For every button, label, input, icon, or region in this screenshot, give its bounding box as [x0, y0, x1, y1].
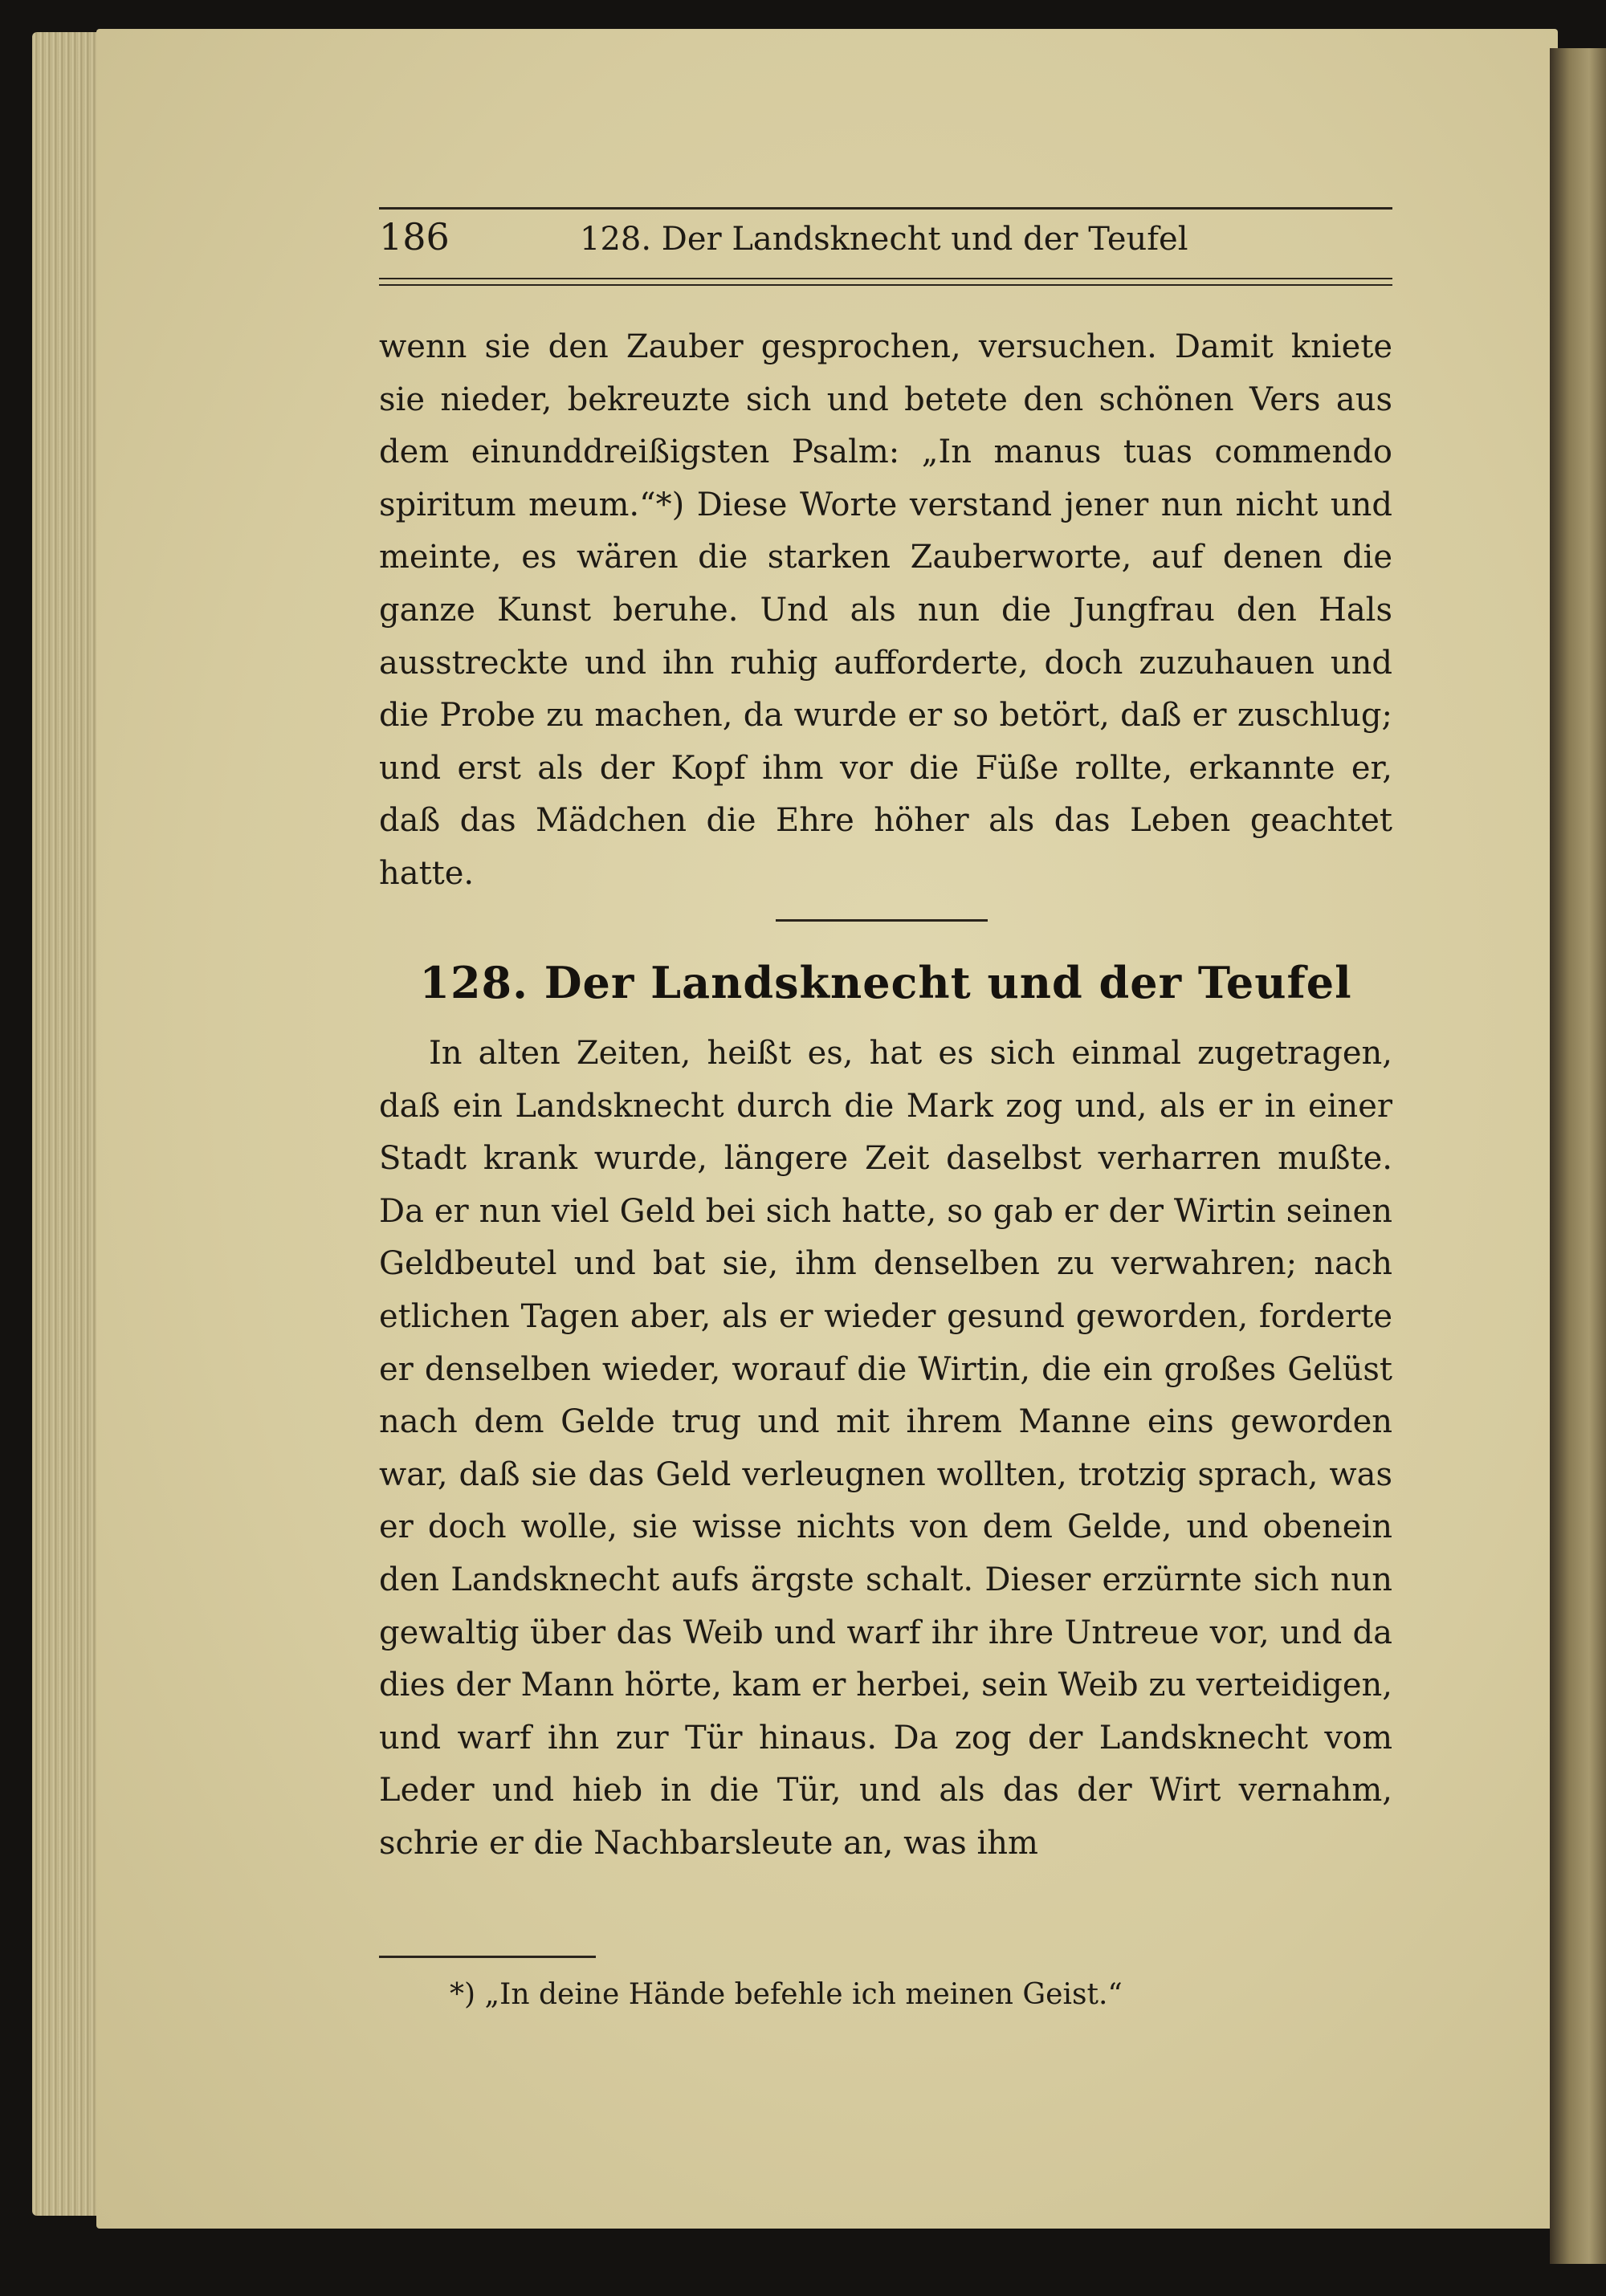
continuation-text: wenn sie den Zauber gesprochen, versuchen. Damit kniete sie nieder, bekreuzte sich und betete den schönen Vers aus dem einunddreißigsten Psalm: „In manus tuas commendo spiritum meum.“*) Diese Worte verstand jener nun nicht und meinte, es wären die starken Zauberworte, auf denen die ganze Kunst beruhe. Und als nun die Jungfrau den Hals ausstreckte und ihn ruhig aufforderte, doch zuzuhauen und die Probe zu machen, da wurde er so betört, daß er zuschlug; und erst als der Kopf ihm vor die Füße rollte, erkannte er, daß das Mädchen die Ehre höher als das Leben geachtet hatte.: [379, 328, 1392, 892]
facing-page-edge: [1550, 48, 1606, 2264]
running-head-title: 128. Der Landsknecht und der Teufel: [580, 221, 1188, 258]
section-heading: 128. Der Landsknecht und der Teufel: [419, 957, 1352, 1008]
section-separator: [776, 919, 988, 922]
section-text: In alten Zeiten, heißt es, hat es sich einmal zugetragen, daß ein Landsknecht durch die Mark zog und, als er in einer Stadt krank wurde, längere Zeit daselbst verharren mußte. Da er nun viel Geld bei sich hatte, so gab er der Wirtin seinen Geldbeutel und bat sie, ihm denselben zu verwahren; nach etlichen Tagen aber, als er wieder gesund geworden, forderte er denselben wieder, worauf die Wirtin, die ein großes Gelüst nach dem Gelde trug und mit ihrem Manne eins geworden war, daß sie das Geld verleugnen wollten, trotzig sprach, was er doch wolle, sie wisse nichts von dem Gelde, und obenein den Landsknecht aufs ärgste schalt. Dieser erzürnte sich nun gewaltig über das Weib und warf ihr ihre Untreue vor, und da dies der Mann hörte, kam er herbei, sein Weib zu verteidigen, und warf ihn zur Tür hinaus. Da zog der Landsknecht vom Leder und hieb in die Tür, und als das der Wirt vernahm, schrie er die Nachbarsleute an, was ihm: [379, 1035, 1392, 1862]
section-paragraph: [379, 1028, 1392, 1871]
header-rule: [379, 207, 1392, 210]
page-number: 186: [379, 215, 450, 259]
footnote: *) „In deine Hände befehle ich meinen Geist.“: [450, 1978, 1123, 2011]
header-double-rule: [379, 278, 1392, 286]
footnote-rule: [379, 1956, 596, 1958]
page-edges: [32, 32, 104, 2216]
continuation-paragraph: [379, 321, 1392, 901]
running-head: [379, 215, 1392, 271]
